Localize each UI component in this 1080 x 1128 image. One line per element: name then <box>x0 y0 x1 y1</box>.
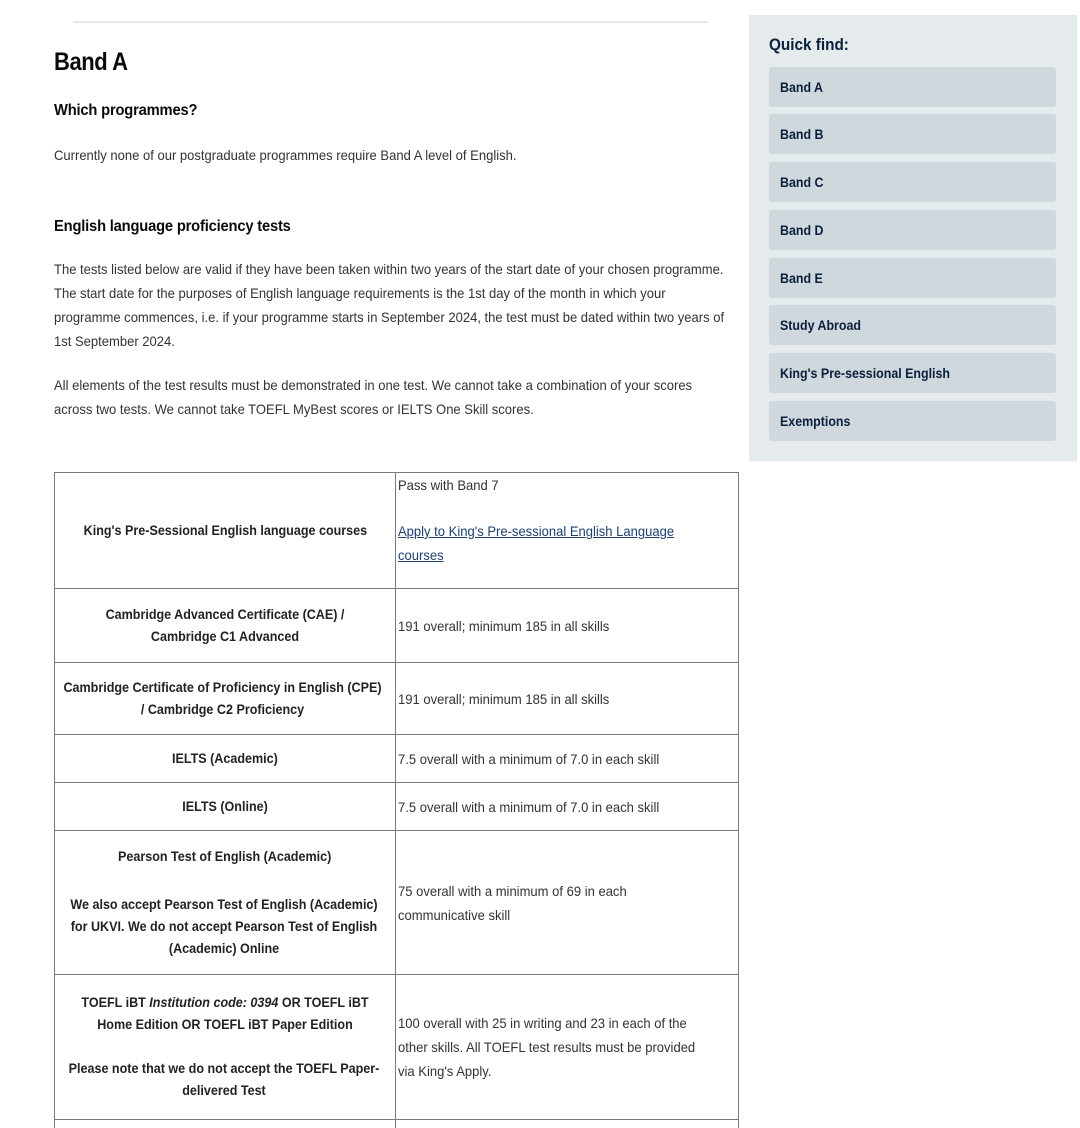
requirement-text: 75 overall with a minimum of 69 in each communicative skill <box>398 882 627 923</box>
quick-find-panel <box>749 15 1077 461</box>
requirement-cell <box>396 783 739 831</box>
test-name: Pearson Test of English (Academic) <box>118 848 332 864</box>
quick-find-band-d[interactable]: Band D <box>769 210 1056 250</box>
table-row <box>55 663 739 735</box>
main-content <box>54 40 734 417</box>
test-name-cell <box>55 831 396 975</box>
tests-validity-text: The tests listed below are valid if they have been taken within two years of the start date of your chosen programme. The start date for the purposes of English language requirements is the 1st day of the month in which your programme commences, i.e. if your programme starts in September 2024, the test must be dated within two years of 1st September 2024. <box>54 261 725 349</box>
table-row <box>55 735 739 783</box>
test-name-cell <box>55 1120 396 1128</box>
quick-find-exemptions[interactable]: Exemptions <box>769 401 1056 441</box>
programmes-text: Currently none of our postgraduate programmes require Band A level of English. <box>54 147 517 163</box>
table-row <box>55 473 739 589</box>
test-name: Cambridge Advanced Certificate (CAE) / Cambridge C1 Advanced <box>105 606 345 644</box>
test-name-cell <box>55 473 396 589</box>
quick-find-band-c[interactable]: Band C <box>769 162 1056 202</box>
test-note: Please note that we do not accept the TOEFL Paper-delivered Test <box>68 1061 379 1098</box>
test-name-cell <box>55 783 396 831</box>
requirement-cell <box>396 473 739 589</box>
test-name-cell <box>55 975 396 1120</box>
band-title: Band A <box>54 48 128 76</box>
tests-combination-text: All elements of the test results must be demonstrated in one test. We cannot take a combination of your scores across two tests. We cannot take TOEFL MyBest scores or IELTS One Skill scores. <box>54 377 693 417</box>
quick-find-presessional[interactable]: King's Pre-sessional English <box>769 353 1056 393</box>
table-row <box>55 831 739 975</box>
table-row <box>55 975 739 1120</box>
top-divider <box>73 21 708 23</box>
institution-code: Institution code: 0394 <box>149 995 279 1010</box>
requirement-text: 7.5 overall with a minimum of 7.0 in each skill <box>398 750 660 767</box>
test-name: IELTS (Academic) <box>172 750 278 766</box>
requirement-cell <box>396 975 739 1120</box>
requirements-table <box>54 472 739 1128</box>
table-row <box>55 589 739 663</box>
test-name-cell <box>55 663 396 735</box>
spacer <box>398 497 738 519</box>
table-row <box>55 783 739 831</box>
requirement-text: 191 overall; minimum 185 in all skills <box>398 617 610 634</box>
test-name: King's Pre-Sessional English language courses <box>83 522 367 538</box>
test-name-cell <box>55 735 396 783</box>
test-name: IELTS (Online) <box>182 798 268 814</box>
requirement-cell <box>396 831 739 975</box>
test-name-cell <box>55 589 396 663</box>
tests-heading: English language proficiency tests <box>54 218 291 235</box>
requirement-text: 100 overall with 25 in writing and 23 in each of the other skills. All TOEFL test results must be provided via King's Apply. <box>398 1015 696 1079</box>
requirement-cell <box>396 735 739 783</box>
requirement-text: 7.5 overall with a minimum of 7.0 in each skill <box>398 798 660 815</box>
requirement-cell <box>396 589 739 663</box>
quick-find-study-abroad[interactable]: Study Abroad <box>769 305 1056 345</box>
quick-find-band-e[interactable]: Band E <box>769 258 1056 298</box>
quick-find-band-b[interactable]: Band B <box>769 114 1056 154</box>
test-note: We also accept Pearson Test of English (Academic) for UKVI. We do not accept Pearson Test of English (Academic) Online <box>69 896 378 956</box>
requirement-cell <box>396 1120 739 1128</box>
requirement-text: 191 overall; minimum 185 in all skills <box>398 690 610 707</box>
test-name: Cambridge Certificate of Proficiency in English (CPE) / Cambridge C2 Proficiency <box>63 679 382 717</box>
quick-find-band-a[interactable]: Band A <box>769 67 1056 107</box>
requirement-text: Pass with Band 7 <box>398 477 499 493</box>
table-row <box>55 1120 739 1128</box>
requirement-cell <box>396 663 739 735</box>
apply-presessional-link[interactable]: Apply to King's Pre-sessional English Language courses <box>398 523 675 563</box>
test-name: TOEFL iBT Institution code: 0394 OR TOEFL iBT Home Edition OR TOEFL iBT Paper Edition <box>81 995 369 1032</box>
programmes-heading: Which programmes? <box>54 102 198 119</box>
quick-find-title: Quick find: <box>769 35 849 54</box>
